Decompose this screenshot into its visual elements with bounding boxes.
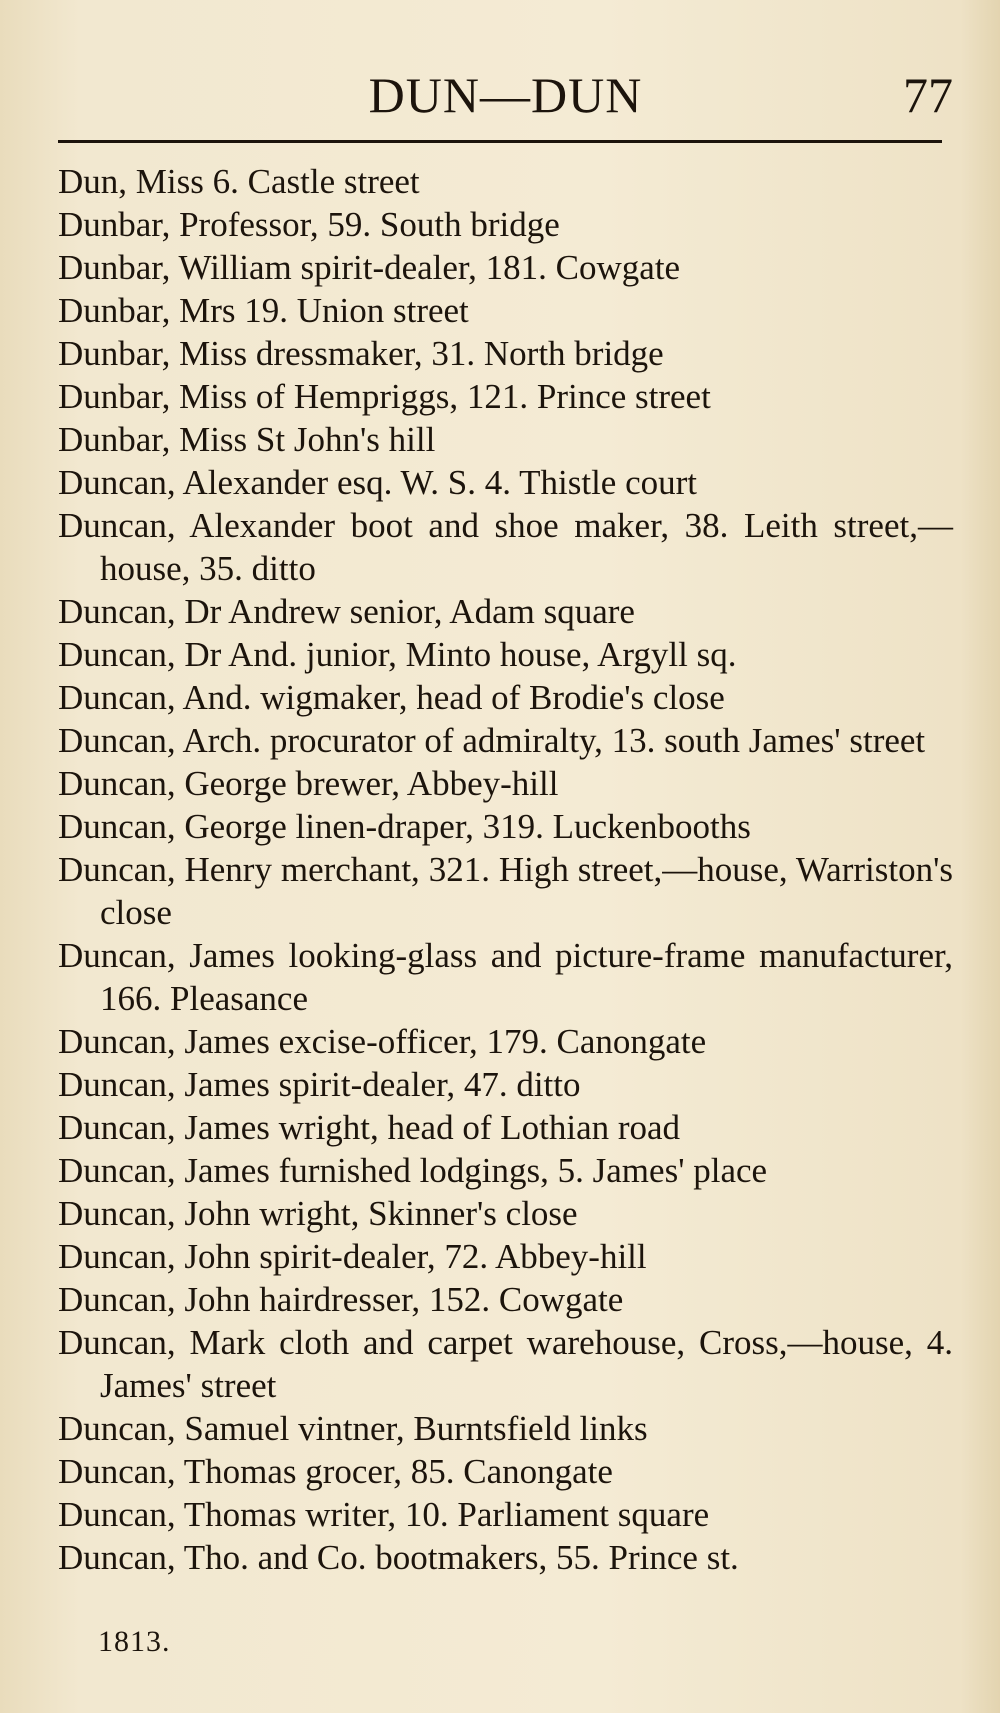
entry-details: James spirit-dealer, 47. ditto: [184, 1065, 581, 1104]
directory-entry: [58, 1321, 953, 1407]
entry-details: And. wigmaker, head of Brodie's close: [182, 678, 725, 717]
directory-entry: [58, 246, 953, 289]
entry-surname: Dunbar,: [58, 420, 171, 459]
entry-surname: Duncan,: [58, 1280, 176, 1319]
entry-details: Thomas writer, 10. Parliament square: [183, 1495, 710, 1534]
entry-details: George linen-draper, 319. Luckenbooths: [184, 807, 751, 846]
directory-entry: [58, 1235, 953, 1278]
entry-surname: Duncan,: [58, 1495, 176, 1534]
entry-surname: Duncan,: [58, 1022, 176, 1061]
entry-details: Dr Andrew senior, Adam square: [184, 592, 635, 631]
directory-entry: [58, 1536, 953, 1579]
entry-details: Mark cloth and carpet warehouse, Cross,—house, 4. James' street: [100, 1323, 953, 1405]
directory-entry: [58, 1020, 953, 1063]
entry-surname: Duncan,: [58, 678, 176, 717]
entry-details: James looking-glass and picture-frame manufacturer, 166. Pleasance: [100, 936, 954, 1018]
entry-surname: Dunbar,: [58, 248, 171, 287]
entry-surname: Duncan,: [58, 1409, 176, 1448]
directory-entry: [58, 418, 953, 461]
directory-entry: [58, 1149, 953, 1192]
entry-surname: Duncan,: [58, 936, 176, 975]
directory-entry: [58, 289, 953, 332]
directory-entry: [58, 203, 953, 246]
entry-details: Mrs 19. Union street: [179, 291, 469, 330]
entry-surname: Duncan,: [58, 1452, 176, 1491]
entry-details: Henry merchant, 321. High street,—house, Warriston's close: [100, 850, 954, 932]
entry-details: Miss St John's hill: [179, 420, 436, 459]
directory-entry: [58, 1106, 953, 1149]
entry-surname: Duncan,: [58, 1108, 176, 1147]
directory-entry: [58, 590, 953, 633]
entry-surname: Duncan,: [58, 1194, 176, 1233]
entry-surname: Duncan,: [58, 592, 176, 631]
directory-entry: [58, 1493, 953, 1536]
entry-surname: Duncan,: [58, 807, 176, 846]
entry-surname: Duncan,: [58, 1237, 176, 1276]
entry-details: Miss dressmaker, 31. North bridge: [179, 334, 664, 373]
directory-entry: [58, 848, 953, 934]
directory-entry: [58, 762, 953, 805]
running-title: DUN—DUN: [368, 67, 643, 123]
directory-entry: [58, 719, 953, 762]
entry-details: Professor, 59. South bridge: [179, 205, 560, 244]
entry-surname: Duncan,: [58, 1151, 176, 1190]
entry-details: James excise-officer, 179. Canongate: [184, 1022, 707, 1061]
entry-details: Dr And. junior, Minto house, Argyll sq.: [184, 635, 737, 674]
directory-entries: [58, 160, 953, 1579]
footer-year: 1813.: [98, 1625, 171, 1658]
entry-details: William spirit-dealer, 181. Cowgate: [178, 248, 681, 287]
entry-surname: Duncan,: [58, 721, 176, 760]
directory-entry: [58, 160, 953, 203]
entry-surname: Duncan,: [58, 764, 176, 803]
directory-entry: [58, 461, 953, 504]
page-number: 77: [903, 67, 953, 123]
directory-entry: [58, 1450, 953, 1493]
entry-details: James wright, head of Lothian road: [184, 1108, 681, 1147]
entry-details: Alexander boot and shoe maker, 38. Leith street,—house, 35. ditto: [100, 506, 953, 588]
entry-details: George brewer, Abbey-hill: [184, 764, 559, 803]
entry-details: John hairdresser, 152. Cowgate: [184, 1280, 624, 1319]
directory-entry: [58, 676, 953, 719]
entry-details: James furnished lodgings, 5. James' place: [184, 1151, 768, 1190]
entry-details: Thomas grocer, 85. Canongate: [183, 1452, 613, 1491]
directory-entry: [58, 1192, 953, 1235]
directory-entry: [58, 1063, 953, 1106]
entry-details: Tho. and Co. bootmakers, 55. Prince st.: [183, 1538, 739, 1577]
entry-surname: Dunbar,: [58, 205, 171, 244]
entry-details: John spirit-dealer, 72. Abbey-hill: [184, 1237, 647, 1276]
entry-surname: Duncan,: [58, 850, 176, 889]
entry-details: Alexander esq. W. S. 4. Thistle court: [182, 463, 697, 502]
directory-entry: [58, 934, 953, 1020]
entry-details: Miss 6. Castle street: [135, 162, 420, 201]
entry-details: Miss of Hempriggs, 121. Prince street: [179, 377, 711, 416]
entry-surname: Duncan,: [58, 1323, 176, 1362]
entry-surname: Duncan,: [58, 1065, 176, 1104]
directory-entry: [58, 332, 953, 375]
entry-surname: Duncan,: [58, 506, 176, 545]
entry-surname: Dunbar,: [58, 377, 171, 416]
directory-entry: [58, 633, 953, 676]
entry-details: Samuel vintner, Burntsfield links: [184, 1409, 648, 1448]
entry-surname: Duncan,: [58, 635, 176, 674]
directory-entry: [58, 1278, 953, 1321]
directory-entry: [58, 504, 953, 590]
entry-surname: Dunbar,: [58, 334, 171, 373]
entry-surname: Duncan,: [58, 463, 176, 502]
directory-entry: [58, 375, 953, 418]
entry-surname: Dun,: [58, 162, 128, 201]
entry-details: Arch. procurator of admiralty, 13. south James' street: [182, 721, 926, 760]
entry-surname: Duncan,: [58, 1538, 176, 1577]
directory-entry: [58, 1407, 953, 1450]
entry-details: John wright, Skinner's close: [184, 1194, 578, 1233]
page-header: [58, 60, 953, 130]
entry-surname: Dunbar,: [58, 291, 171, 330]
directory-entry: [58, 805, 953, 848]
header-rule: [58, 140, 942, 143]
